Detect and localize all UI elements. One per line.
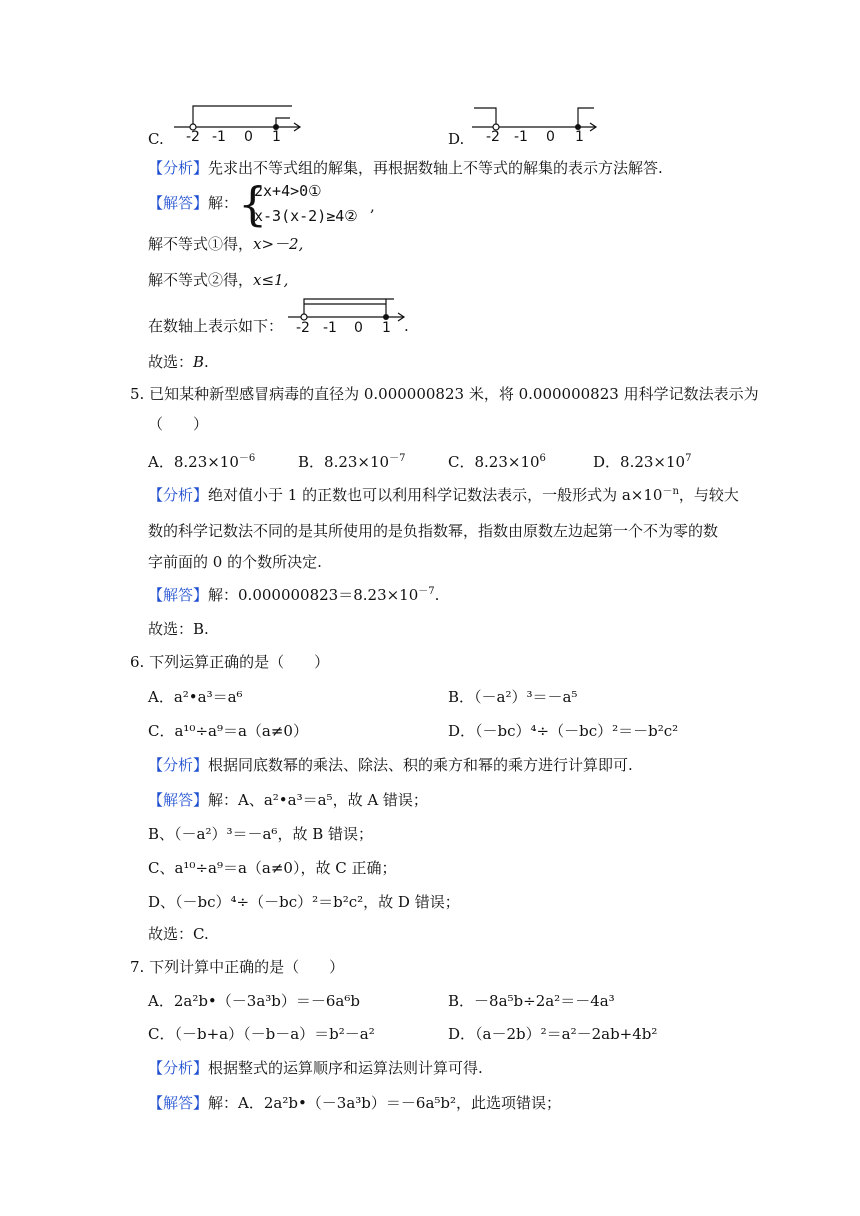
q5-option-c: [448, 452, 546, 472]
option-exp: －6: [238, 453, 256, 464]
tick-label: -2: [186, 129, 200, 145]
solve-math: x≤1,: [253, 271, 289, 289]
analysis-text: 根据整式的运算顺序和运算法则计算可得.: [208, 1059, 483, 1077]
system-comma: ,: [370, 197, 375, 215]
solve-text: 解不等式①得，: [148, 235, 254, 253]
analysis-text: 绝对值小于 1 的正数也可以利用科学记数法表示，一般形式为 a×10: [208, 486, 663, 504]
answer-text: 解：A．2a²b•（－3a³b）＝－6a⁵b²，此选项错误；: [208, 1094, 562, 1112]
q5-conclusion: 故选：B.: [148, 620, 209, 638]
axis-intro-text: 在数轴上表示如下：: [148, 317, 284, 335]
conclusion-choice: B: [193, 353, 205, 371]
analysis-tag: 【分析】: [148, 159, 209, 177]
q5-option-a: [148, 452, 255, 472]
answer-intro: 解：: [208, 194, 239, 212]
option-d-label: D.: [448, 130, 465, 148]
analysis-exp: －n: [662, 486, 679, 497]
analysis-text-end: ，与较大: [678, 486, 739, 504]
answer-tag: 【解答】: [148, 194, 209, 212]
solve-math: x>－2,: [253, 235, 304, 253]
tick-label: 0: [354, 320, 363, 336]
option-text: B．8.23×10: [298, 453, 390, 471]
q6-stem: [130, 652, 329, 672]
q6-answer-line-1: [148, 790, 428, 810]
question-stem: 下列运算正确的是（ ）: [149, 653, 330, 671]
analysis-tag: 【分析】: [148, 486, 209, 504]
tick-label: -1: [212, 129, 226, 145]
option-text: A．8.23×10: [148, 453, 239, 471]
q6-conclusion: 故选：C.: [148, 925, 209, 943]
tick-label: -1: [514, 129, 528, 145]
answer-end: .: [434, 586, 440, 604]
analysis-tag: 【分析】: [148, 756, 209, 774]
q7-option-c: C．（－b+a）（－b－a）＝b²－a²: [148, 1025, 375, 1043]
q6-answer-line-4: D、（－bc）⁴÷（－bc）²＝b²c²，故 D 错误；: [148, 893, 460, 911]
q4-conclusion: [148, 352, 209, 372]
q6-analysis: [148, 755, 633, 775]
answer-tag: 【解答】: [148, 791, 209, 809]
solve-text: 解不等式②得，: [148, 271, 254, 289]
answer-tag: 【解答】: [148, 1094, 209, 1112]
q5-paren: （ ）: [148, 415, 209, 433]
q5-analysis-line-3: 字前面的 0 的个数所决定.: [148, 553, 322, 571]
conclusion-text: 故选：: [148, 353, 194, 371]
axis-end-period: .: [404, 317, 409, 335]
analysis-text: 先求出不等式组的解集，再根据数轴上不等式的解集的表示方法解答.: [208, 159, 663, 177]
q6-answer-line-2: B、（－a²）³＝－a⁶，故 B 错误；: [148, 825, 374, 843]
answer-text: 解：A、a²•a³＝a⁵，故 A 错误；: [208, 791, 428, 809]
system-equation-1: 2x+4>0①: [254, 182, 322, 200]
q6-option-c: C．a¹⁰÷a⁹＝a（a≠0）: [148, 722, 308, 740]
q7-stem: [130, 957, 344, 977]
question-number: 6.: [130, 653, 145, 671]
answer-text: 解：0.000000823＝8.23×10: [208, 586, 419, 604]
q4-analysis: [148, 158, 663, 178]
q5-analysis-line-1: [148, 485, 739, 505]
q4-solve-line-1: [148, 234, 303, 254]
q7-option-a: A．2a²b•（－3a³b）＝－6a⁶b: [148, 992, 360, 1010]
option-text: C．8.23×10: [448, 453, 540, 471]
q7-answer: [148, 1093, 561, 1113]
tick-label: 1: [382, 320, 391, 336]
option-exp: －7: [389, 453, 406, 464]
q5-analysis-line-2: 数的科学记数法不同的是其所使用的是负指数幂，指数由原数左边起第一个不为零的数: [148, 522, 719, 540]
question-stem: 下列计算中正确的是（ ）: [149, 958, 345, 976]
option-c-label: C.: [148, 130, 164, 148]
q5-answer: [148, 585, 439, 605]
tick-label: -2: [296, 320, 310, 336]
option-exp: 6: [539, 453, 546, 464]
q6-option-d: D．（－bc）⁴÷（－bc）²＝－b²c²: [448, 722, 679, 740]
q6-option-b: B．（－a²）³＝－a⁵: [448, 688, 578, 706]
tick-label: -2: [486, 129, 500, 145]
answer-exp: －7: [418, 586, 435, 597]
analysis-tag: 【分析】: [148, 1059, 209, 1077]
conclusion-period: .: [204, 353, 209, 371]
q6-answer-line-3: C、a¹⁰÷a⁹＝a（a≠0），故 C 正确；: [148, 859, 397, 877]
tick-label: 1: [272, 129, 281, 145]
tick-label: 0: [546, 129, 555, 145]
system-equation-2: x-3(x-2)≥4②: [254, 207, 358, 225]
question-number: 5.: [130, 385, 145, 403]
system-brace: {: [238, 177, 268, 231]
tick-label: 0: [244, 129, 253, 145]
q4-answer-intro: [148, 193, 238, 213]
q7-option-b: B．－8a⁵b÷2a²＝－4a³: [448, 992, 615, 1010]
question-stem: 已知某种新型感冒病毒的直径为 0.000000823 米，将 0.000000823 用科学记数法表示为: [149, 385, 759, 403]
option-exp: 7: [685, 453, 692, 464]
tick-label: 1: [575, 129, 584, 145]
tick-label: -1: [323, 320, 337, 336]
option-text: D．8.23×10: [593, 453, 686, 471]
q5-stem: [130, 384, 759, 404]
q5-option-b: [298, 452, 405, 472]
q5-option-d: [593, 452, 691, 472]
q6-option-a: A．a²•a³＝a⁶: [148, 688, 243, 706]
question-number: 7.: [130, 958, 145, 976]
q7-analysis: [148, 1058, 483, 1078]
analysis-text: 根据同底数幂的乘法、除法、积的乘方和幂的乘方进行计算即可.: [208, 756, 633, 774]
answer-tag: 【解答】: [148, 586, 209, 604]
q7-option-d: D．（a－2b）²＝a²－2ab+4b²: [448, 1025, 658, 1043]
q4-solve-line-2: [148, 270, 288, 290]
